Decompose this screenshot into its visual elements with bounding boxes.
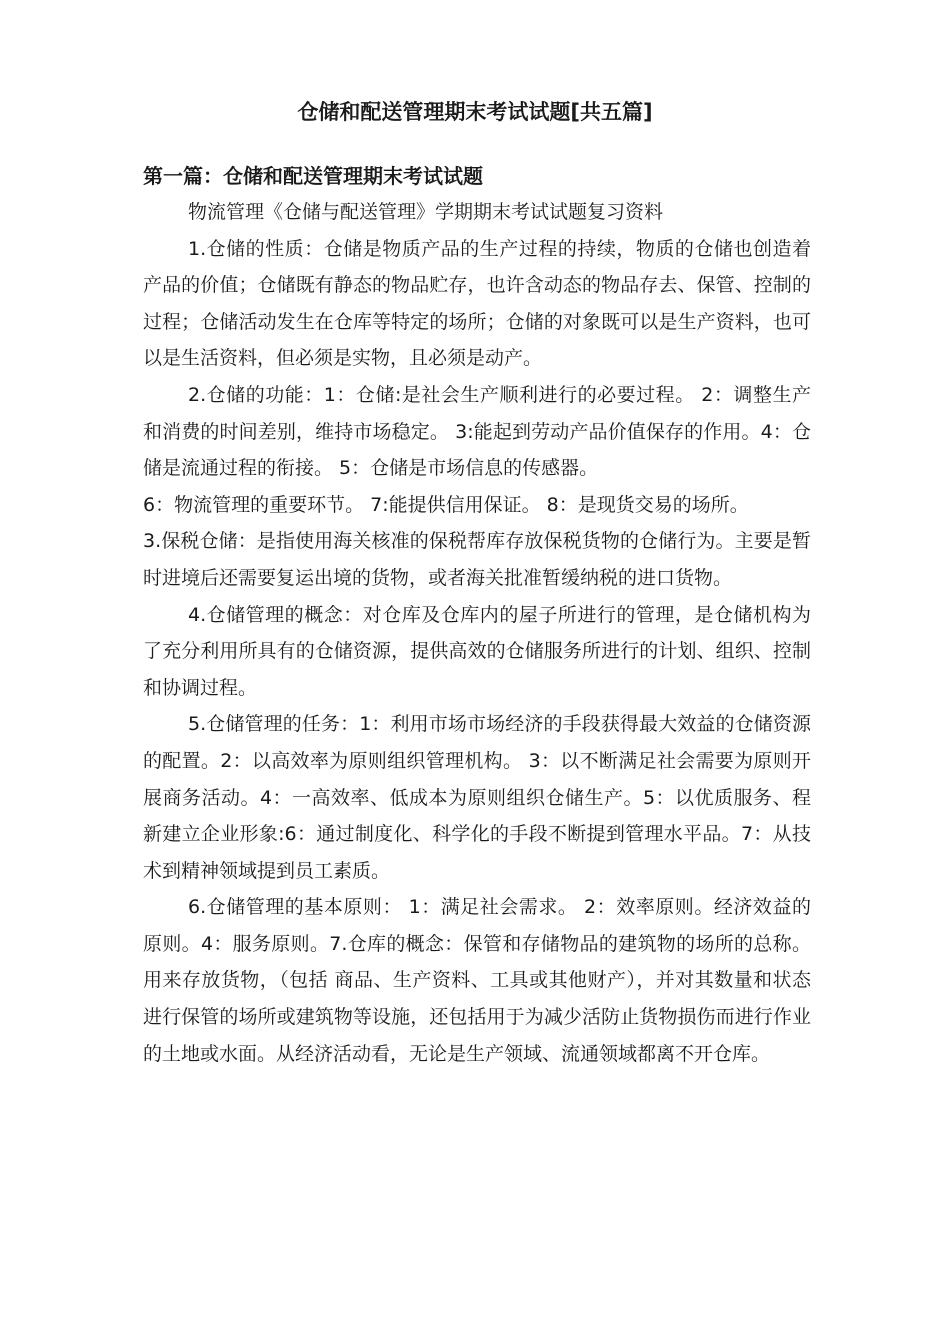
paragraph-6: 6.仓储管理的基本原则： 1：满足社会需求。 2：效率原则。经济效益的原则。4：服务原则。7.仓库的概念：保管和存储物品的建筑物的场所的总称。用来存放货物，（包括 商品、生产资料、工具或其他财产），并对其数量和状态进行保管的场所或建筑物等设施，还包括用于为减少活防止货物损伤而进行作业的土地或水面。从经济活动看，无论是生产领域、流通领域都离不开仓库。 xyxy=(143,896,811,1065)
paragraph-intro: 物流管理《仓储与配送管理》学期期末考试试题复习资料 xyxy=(188,201,664,223)
paragraph-2: 2.仓储的功能：1：仓储:是社会生产顺利进行的必要过程。 2：调整生产和消费的时间差别，维持市场稳定。 3:能起到劳动产品价值保存的作用。4：仓储是流通过程的衔接。 5：仓储是市场信息的传感器。 xyxy=(143,383,811,480)
paragraph-1: 1.仓储的性质：仓储是物质产品的生产过程的持续，物质的仓储也创造着产品的价值；仓储既有静态的物品贮存，也许含动态的物品存去、保管、控制的过程；仓储活动发生在仓库等特定的场所；仓储的对象既可以是生产资料，也可以是生活资料，但必须是实物，且必须是动产。 xyxy=(143,237,811,370)
paragraph-4: 4.仓储管理的概念：对仓库及仓库内的屋子所进行的管理，是仓储机构为了充分利用所具有的仓储资源，提供高效的仓储服务所进行的计划、组织、控制和协调过程。 xyxy=(143,603,811,699)
paragraph-2-continued: 6：物流管理的重要环节。 7:能提供信用保证。 8：是现货交易的场所。 xyxy=(143,493,749,516)
paragraph-5: 5.仓储管理的任务：1：利用市场市场经济的手段获得最大效益的仓储资源的配置。2：以高效率为原则组织管理机构。 3：以不断满足社会需要为原则开展商务活动。4：一高效率、低成本为原则组织仓储生产。5：以优质服务、程新建立企业形象:6：通过制度化、科学化的手段不断提到管理水平品。7：从技术到精神领域提到员工素质。 xyxy=(143,713,811,882)
document-title: 仓储和配送管理期末考试试题[共五篇] xyxy=(297,100,653,124)
section-heading: 第一篇：仓储和配送管理期末考试试题 xyxy=(143,164,483,188)
paragraph-3: 3.保税仓储：是指使用海关核准的保税帮库存放保税货物的仓储行为。主要是暂时进境后还需要复运出境的货物，或者海关批准暂缓纳税的进口货物。 xyxy=(143,530,811,589)
body-text xyxy=(143,194,811,1072)
